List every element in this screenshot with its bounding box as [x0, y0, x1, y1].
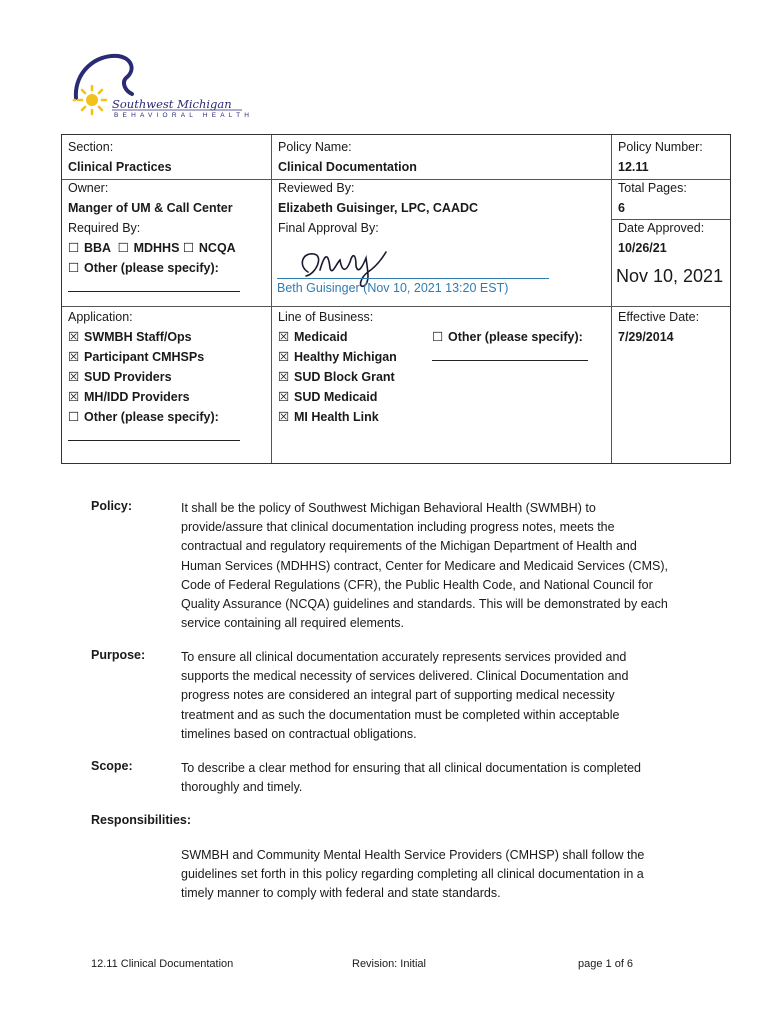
responsibilities-line: SWMBH and Community Mental Health Service Providers (CMHSP) shall follow the — [181, 848, 645, 862]
checkbox-icon: ☒ — [278, 370, 290, 384]
effective-date-value: 7/29/2014 — [618, 330, 674, 344]
date-approved-field — [618, 218, 704, 258]
required-other-blank[interactable] — [68, 278, 240, 298]
application-field — [68, 307, 240, 447]
purpose-line: supports the medical necessity of services delivered. Clinical Documentation and — [181, 669, 629, 684]
policy-line: Code of Federal Regulations (CFR), the Public Health Code, and National Council for — [181, 577, 653, 592]
responsibilities-line: timely manner to comply with federal and state standards. — [181, 886, 501, 901]
checkbox-ncqa-label: NCQA — [198, 241, 236, 255]
lob-item[interactable] — [278, 327, 397, 347]
checkbox-icon: ☐ — [432, 330, 444, 344]
purpose-line: timelines based on contractual obligations. — [181, 726, 417, 741]
logo-sun — [86, 94, 98, 106]
checkbox-icon: ☒ — [278, 350, 290, 364]
policy-text — [181, 499, 726, 633]
required-by-other — [68, 258, 240, 278]
checkbox-ncqa[interactable]: ☐ — [182, 241, 195, 255]
total-pages-label: Total Pages: — [618, 181, 687, 195]
policy-line: service containing all required elements. — [181, 616, 405, 631]
purpose-line: To ensure all clinical documentation accurately represents services provided and — [181, 650, 627, 664]
policy-number-field — [618, 137, 703, 177]
application-item[interactable] — [68, 387, 240, 407]
checkbox-icon: ☒ — [278, 330, 290, 344]
purpose-text — [181, 648, 726, 744]
application-item-label: Other (please specify): — [84, 410, 219, 424]
checkbox-bba-label: BBA — [84, 241, 111, 255]
application-item-label: SUD Providers — [84, 370, 172, 384]
reviewed-by-field — [278, 178, 478, 218]
application-item[interactable] — [68, 367, 240, 387]
required-by-options — [68, 238, 240, 258]
required-by-field — [68, 218, 240, 298]
col-divider — [271, 135, 272, 463]
owner-field — [68, 178, 233, 218]
lob-item-label: Healthy Michigan — [294, 350, 397, 364]
application-item[interactable] — [68, 327, 240, 347]
lob-other-label: Other (please specify): — [448, 330, 583, 344]
scope-line: thoroughly and timely. — [181, 780, 303, 795]
final-approval-field — [278, 218, 379, 238]
application-item-label: Participant CMHSPs — [84, 350, 205, 364]
lob-item-label: SUD Medicaid — [294, 390, 378, 404]
date-approved-stamp: Nov 10, 2021 — [616, 266, 724, 286]
policy-number-value: 12.11 — [618, 160, 649, 174]
checkbox-required-other[interactable]: ☐ — [68, 261, 80, 275]
checkbox-icon: ☐ — [68, 410, 80, 424]
total-pages-field — [618, 178, 687, 218]
policy-line: provide/assure that clinical documentation including progress notes, meets the — [181, 520, 615, 535]
signature-line — [277, 278, 549, 279]
lob-item-label: MI Health Link — [294, 410, 379, 424]
lob-other-blank[interactable] — [432, 347, 588, 367]
application-item-label: SWMBH Staff/Ops — [84, 330, 192, 344]
required-by-label: Required By: — [68, 221, 141, 235]
checkbox-required-other-label: Other (please specify): — [84, 261, 219, 275]
purpose-line: treatment and as such the documentation must be completed within acceptable — [181, 707, 620, 722]
date-approved-value: 10/26/21 — [618, 241, 667, 255]
application-item[interactable] — [68, 407, 240, 427]
application-item[interactable] — [68, 347, 240, 367]
final-approval-label: Final Approval By: — [278, 221, 379, 235]
checkbox-icon: ☒ — [68, 350, 80, 364]
line-of-business-label: Line of Business: — [278, 310, 374, 324]
lob-item[interactable] — [278, 387, 397, 407]
logo-name: Southwest Michigan — [112, 97, 232, 111]
policy-line: Quality Assurance (NCQA) guidelines and standards. This will be demonstrated by each — [181, 597, 668, 612]
lob-item[interactable] — [278, 407, 397, 427]
application-other-blank[interactable] — [68, 427, 240, 447]
footer-document-title: 12.11 Clinical Documentation — [91, 958, 234, 970]
signature-caption: Beth Guisinger (Nov 10, 2021 13:20 EST) — [277, 281, 509, 295]
responsibilities-heading: Responsibilities: — [91, 813, 192, 827]
lob-item[interactable] — [278, 367, 397, 387]
lob-item-label: SUD Block Grant — [294, 370, 395, 384]
scope-text — [181, 759, 726, 797]
policy-line: Human Services (MDHHS) contract, Center for Medicare and Medicaid Services (CMS), — [181, 558, 668, 573]
policy-name-value: Clinical Documentation — [278, 160, 417, 174]
checkbox-bba[interactable]: ☐ — [68, 241, 80, 255]
date-approved-label: Date Approved: — [618, 221, 705, 235]
checkbox-icon: ☒ — [278, 390, 290, 404]
line-of-business-field — [278, 307, 397, 427]
effective-date-label: Effective Date: — [618, 310, 700, 324]
scope-line: To describe a clear method for ensuring that all clinical documentation is completed — [181, 761, 641, 775]
section-field — [68, 137, 172, 177]
col-divider — [611, 135, 612, 463]
policy-number-label: Policy Number: — [618, 140, 703, 154]
scope-heading: Scope: — [91, 759, 133, 773]
responsibilities-line: guidelines set forth in this policy regarding completing all clinical documentation in a — [181, 867, 644, 882]
footer-page-number: page 1 of 6 — [578, 958, 634, 970]
purpose-heading: Purpose: — [91, 648, 146, 662]
total-pages-value: 6 — [618, 201, 625, 215]
lob-other-field — [432, 327, 588, 367]
responsibilities-text — [181, 846, 726, 904]
policy-name-field — [278, 137, 417, 177]
checkbox-icon: ☒ — [68, 370, 80, 384]
checkbox-icon: ☒ — [278, 410, 290, 424]
lob-item[interactable] — [278, 347, 397, 367]
section-value: Clinical Practices — [68, 160, 172, 174]
logo-subname: BEHAVIORAL HEALTH — [114, 112, 254, 119]
reviewed-by-value: Elizabeth Guisinger, LPC, CAADC — [278, 201, 479, 215]
reviewed-by-label: Reviewed By: — [278, 181, 355, 195]
application-label: Application: — [68, 310, 133, 324]
policy-heading: Policy: — [91, 499, 132, 513]
lob-item-label: Medicaid — [294, 330, 348, 344]
lob-other[interactable] — [432, 327, 588, 347]
checkbox-mdhhs[interactable]: ☐ — [117, 241, 129, 255]
application-item-label: MH/IDD Providers — [84, 390, 190, 404]
policy-name-label: Policy Name: — [278, 140, 352, 154]
policy-line: contractual and regulatory requirements of the Michigan Department of Health and — [181, 539, 637, 554]
checkbox-icon: ☒ — [68, 330, 80, 344]
footer-revision: Revision: Initial — [352, 958, 426, 970]
purpose-line: progress notes are considered an integral part of supporting medical necessity — [181, 688, 615, 703]
checkbox-mdhhs-label: MDHHS — [133, 241, 180, 255]
section-label: Section: — [68, 140, 114, 154]
owner-value: Manger of UM & Call Center — [68, 201, 233, 215]
checkbox-icon: ☒ — [68, 390, 80, 404]
owner-label: Owner: — [68, 181, 109, 195]
policy-line: It shall be the policy of Southwest Michigan Behavioral Health (SWMBH) to — [181, 501, 596, 515]
effective-date-field — [618, 307, 699, 347]
